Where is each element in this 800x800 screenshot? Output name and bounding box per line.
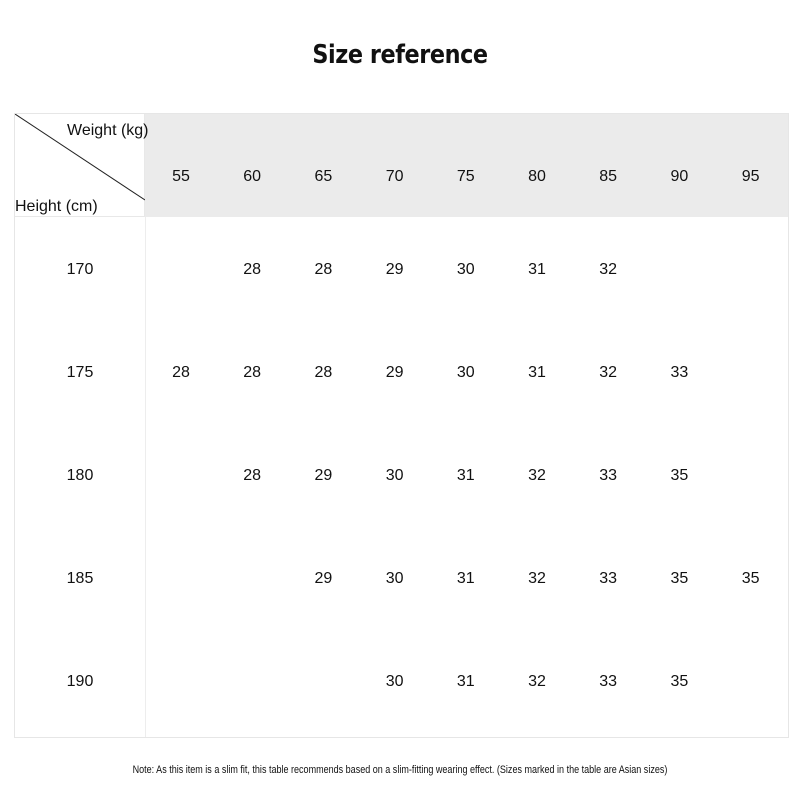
- size-cell: 33: [599, 673, 618, 690]
- height-label-0: 170: [66, 261, 94, 278]
- size-cell: 32: [599, 261, 618, 278]
- size-cell: 29: [385, 261, 404, 278]
- weight-header-6: 85: [599, 168, 618, 185]
- weight-axis-label: Weight (kg): [67, 122, 149, 139]
- weight-header-8: 95: [741, 168, 760, 185]
- size-cell: 28: [314, 364, 333, 381]
- size-cell: 35: [741, 570, 760, 587]
- height-axis-label: Height (cm): [15, 198, 98, 215]
- weight-header-5: 80: [528, 168, 546, 185]
- column-divider: [145, 217, 146, 737]
- size-cell: 31: [456, 570, 475, 587]
- weight-header-0: 55: [172, 168, 190, 185]
- size-cell: 32: [528, 673, 546, 690]
- size-cell: 31: [528, 261, 546, 278]
- size-cell: 30: [456, 364, 475, 381]
- size-cell: 29: [314, 570, 333, 587]
- size-cell: 30: [385, 673, 404, 690]
- size-cell: 35: [670, 570, 689, 587]
- weight-header-band: [145, 114, 788, 217]
- size-cell: 29: [314, 467, 333, 484]
- size-cell: 31: [528, 364, 546, 381]
- size-cell: 33: [599, 570, 618, 587]
- size-cell: 32: [528, 570, 546, 587]
- size-cell: 35: [670, 673, 689, 690]
- height-label-1: 175: [66, 364, 94, 381]
- size-cell: 31: [456, 673, 475, 690]
- size-cell: 28: [243, 261, 262, 278]
- size-cell: 32: [599, 364, 618, 381]
- height-label-2: 180: [66, 467, 94, 484]
- weight-header-3: 70: [385, 168, 404, 185]
- size-cell: 31: [456, 467, 475, 484]
- size-cell: 28: [243, 467, 262, 484]
- fit-note: Note: As this item is a slim fit, this table recommends based on a slim-fitting wearing effect. (Sizes marked in the table are Asian sizes): [132, 764, 668, 776]
- size-cell: 28: [172, 364, 190, 381]
- weight-header-7: 90: [670, 168, 689, 185]
- size-cell: 30: [385, 467, 404, 484]
- height-label-3: 185: [66, 570, 94, 587]
- size-cell: 35: [670, 467, 689, 484]
- size-cell: 30: [456, 261, 475, 278]
- weight-header-1: 60: [243, 168, 262, 185]
- weight-header-4: 75: [456, 168, 475, 185]
- corner-cell: [15, 114, 149, 217]
- weight-header-2: 65: [314, 168, 333, 185]
- size-cell: 29: [385, 364, 404, 381]
- size-cell: 33: [670, 364, 689, 381]
- size-table: [14, 113, 789, 738]
- height-label-4: 190: [66, 673, 94, 690]
- size-cell: 33: [599, 467, 618, 484]
- size-cell: 30: [385, 570, 404, 587]
- size-cell: 28: [314, 261, 333, 278]
- size-cell: 28: [243, 364, 262, 381]
- size-cell: 32: [528, 467, 546, 484]
- page-title: Size reference: [312, 40, 488, 70]
